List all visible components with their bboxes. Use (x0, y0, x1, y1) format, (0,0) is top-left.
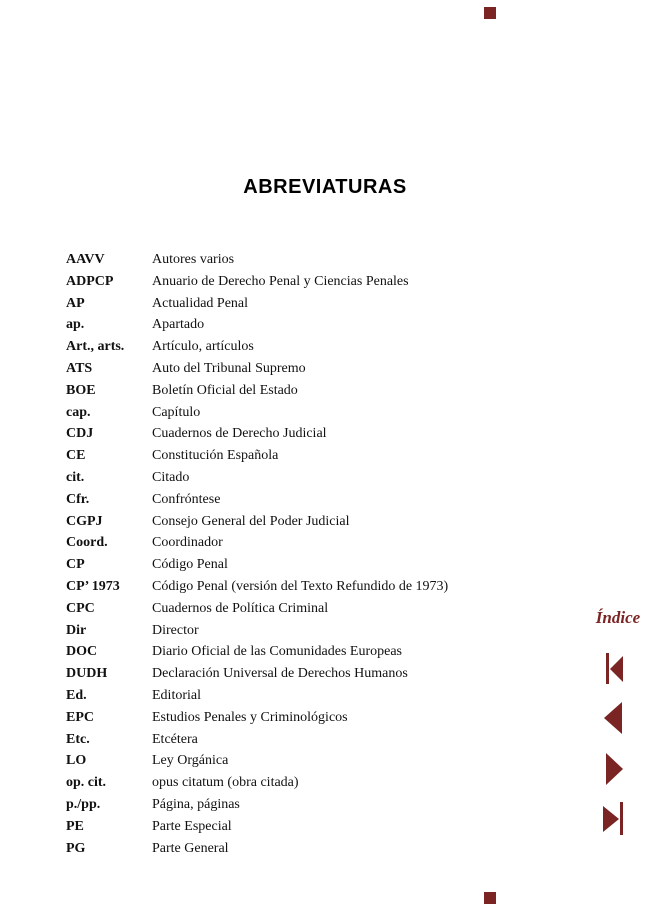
abbreviation-meaning: Ley Orgánica (152, 753, 229, 769)
abbreviation-meaning: Editorial (152, 687, 201, 703)
abbreviation-term: p./pp. (66, 796, 101, 812)
abbreviation-row (66, 772, 536, 794)
abbreviation-row (66, 445, 536, 467)
skip-forward-icon (603, 806, 619, 832)
abbreviation-term: LO (66, 753, 87, 769)
abbreviation-meaning: Citado (152, 469, 190, 485)
abbreviation-meaning: Apartado (152, 317, 205, 333)
abbreviation-term: CP (66, 557, 85, 573)
abbreviation-term: CE (66, 448, 86, 464)
back-triangle (610, 656, 623, 682)
abbreviation-term: ADPCP (66, 273, 114, 289)
abbreviation-row (66, 423, 536, 445)
abbreviation-row (66, 685, 536, 707)
abbreviation-meaning: Anuario de Derecho Penal y Ciencias Penales (152, 273, 409, 289)
abbreviation-row (66, 576, 536, 598)
abbreviation-row (66, 293, 536, 315)
abbreviation-term: Art., arts. (66, 339, 125, 355)
abbreviation-term: Coord. (66, 535, 108, 551)
abbreviation-meaning: Página, páginas (152, 796, 240, 812)
abbreviation-term: CP’ 1973 (66, 578, 120, 594)
abbreviation-row (66, 838, 536, 860)
abbreviation-term: ATS (66, 360, 93, 376)
abbreviation-term: PG (66, 840, 86, 856)
nav-last-page-button[interactable] (603, 802, 623, 835)
abbreviation-row (66, 750, 536, 772)
abbreviation-meaning: opus citatum (obra citada) (152, 775, 299, 791)
abbreviation-term: CGPJ (66, 513, 103, 529)
abbreviation-term: Etc. (66, 731, 90, 747)
abbreviation-meaning: Consejo General del Poder Judicial (152, 513, 350, 529)
abbreviation-term: AAVV (66, 252, 105, 267)
abbreviation-row (66, 314, 536, 336)
abbreviation-meaning: Constitución Española (152, 448, 279, 464)
abbreviation-term: AP (66, 295, 85, 311)
abbreviation-term: BOE (66, 382, 96, 398)
abbreviation-row (66, 467, 536, 489)
abbreviation-row (66, 598, 536, 620)
abbreviation-meaning: Boletín Oficial del Estado (152, 382, 298, 398)
index-link[interactable]: Índice (595, 608, 641, 627)
abbreviation-term: DOC (66, 644, 98, 660)
abbreviation-meaning: Estudios Penales y Criminológicos (152, 709, 348, 725)
abbreviation-meaning: Director (152, 622, 199, 638)
abbreviation-meaning: Auto del Tribunal Supremo (152, 360, 306, 376)
abbreviation-meaning: Código Penal (versión del Texto Refundido de 1973) (152, 578, 449, 594)
nav-previous-page-button[interactable] (604, 702, 622, 734)
abbreviation-meaning: Etcétera (152, 731, 198, 747)
abbreviation-row (66, 271, 536, 293)
forward-icon (606, 753, 623, 785)
abbreviation-row (66, 620, 536, 642)
abbreviation-row (66, 794, 536, 816)
bottom-corner-marker (484, 892, 496, 904)
abbreviation-meaning: Cuadernos de Política Criminal (152, 600, 329, 616)
abbreviation-row (66, 532, 536, 554)
abbreviation-row (66, 336, 536, 358)
abbreviation-meaning: Confróntese (152, 491, 221, 507)
abbreviation-meaning: Autores varios (152, 252, 235, 267)
back-icon (604, 702, 622, 734)
abbreviation-meaning: Actualidad Penal (152, 295, 249, 311)
abbreviation-term: Cfr. (66, 491, 90, 507)
abbreviation-meaning: Artículo, artículos (152, 339, 254, 355)
abbreviation-row (66, 554, 536, 576)
skip-back-icon (606, 653, 609, 684)
abbreviation-row (66, 707, 536, 729)
abbreviation-meaning: Parte General (152, 840, 229, 856)
abbreviation-term: op. cit. (66, 775, 107, 791)
abbreviation-row (66, 511, 536, 533)
abbreviation-term: EPC (66, 709, 94, 725)
abbreviation-term: ap. (66, 317, 85, 333)
abbreviation-meaning: Declaración Universal de Derechos Humanos (152, 666, 408, 682)
abbreviation-term: Dir (66, 622, 87, 638)
abbreviation-meaning: Código Penal (152, 557, 228, 573)
abbreviation-meaning: Diario Oficial de las Comunidades Europeas (152, 644, 402, 660)
nav-first-page-button[interactable] (606, 653, 623, 684)
abbreviation-meaning: Capítulo (152, 404, 201, 420)
abbreviation-row (66, 380, 536, 402)
abbreviation-row (66, 729, 536, 751)
abbreviation-row (66, 489, 536, 511)
abbreviation-row (66, 249, 536, 271)
page-title: ABREVIATURAS (243, 176, 407, 198)
abbreviation-term: CPC (66, 600, 95, 616)
top-corner-marker (484, 7, 496, 19)
abbreviation-term: CDJ (66, 426, 94, 442)
abbreviation-row (66, 663, 536, 685)
abbreviation-meaning: Coordinador (152, 535, 223, 551)
abbreviation-row (66, 358, 536, 380)
abbreviation-row (66, 402, 536, 424)
skip-forward-bar (620, 802, 623, 835)
abbreviation-row (66, 641, 536, 663)
abbreviation-term: DUDH (66, 666, 108, 682)
abbreviation-term: cap. (66, 404, 91, 420)
abbreviation-term: Ed. (66, 687, 87, 703)
abbreviation-meaning: Cuadernos de Derecho Judicial (152, 426, 327, 442)
abbreviation-row (66, 816, 536, 838)
nav-next-page-button[interactable] (606, 753, 623, 785)
abbreviation-meaning: Parte Especial (152, 818, 232, 834)
abbreviation-term: PE (66, 818, 84, 834)
abbreviation-term: cit. (66, 469, 85, 485)
abbreviations-list (66, 249, 536, 859)
